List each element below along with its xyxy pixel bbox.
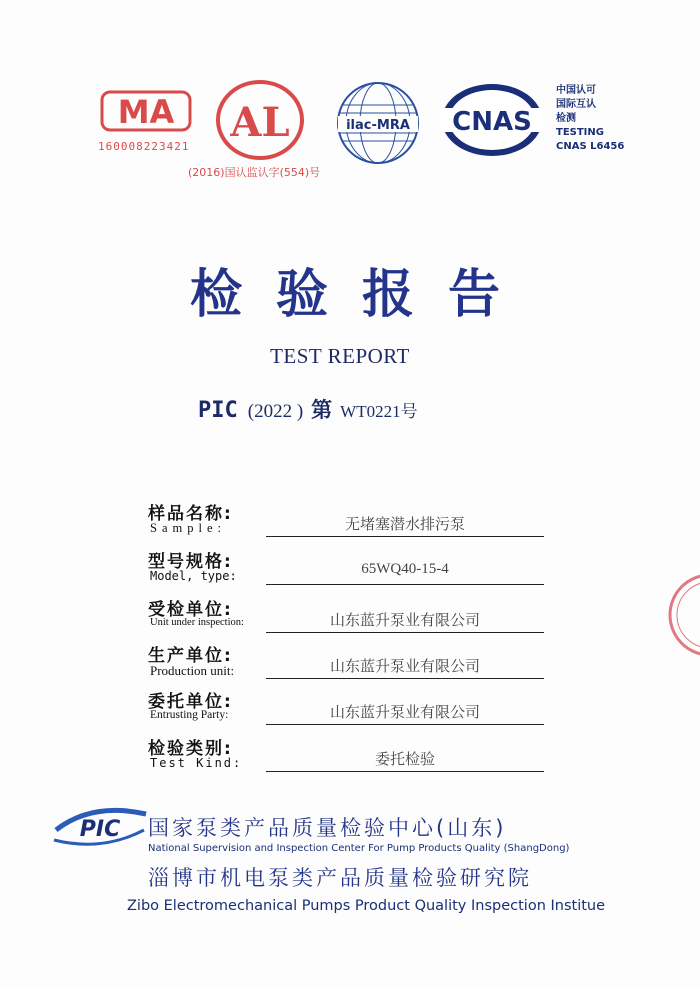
cma-logo <box>96 88 196 142</box>
cma-number: 160008223421 <box>98 140 190 153</box>
svg-text:CNAS: CNAS <box>452 107 532 137</box>
field-value: 委托检验 <box>374 750 435 768</box>
cnas-accreditation-text: 中国认可 国际互认 检测 TESTING CNAS L6456 <box>556 85 625 152</box>
pic-logo <box>52 800 148 856</box>
field-underline <box>266 678 544 679</box>
field-label-cn: 受检单位: <box>148 600 233 620</box>
center-name-cn: 国家泵类产品质量检验中心(山东) <box>148 816 507 840</box>
field-test-kind <box>148 734 548 778</box>
field-sample <box>148 499 548 543</box>
field-label-en: Production unit: <box>150 663 235 678</box>
field-entrusting-party <box>148 687 548 731</box>
field-label-en: Entrusting Party: <box>150 709 229 721</box>
field-label-cn: 生产单位: <box>148 646 233 666</box>
institute-name-cn: 淄博市机电泵类产品质量检验研究院 <box>148 866 532 890</box>
field-underline <box>266 584 544 585</box>
red-seal-partial <box>664 570 700 664</box>
report-prefix: PIC <box>198 398 238 423</box>
field-value: 山东蓝升泵业有限公司 <box>329 611 480 629</box>
field-value: 山东蓝升泵业有限公司 <box>329 703 480 721</box>
field-production-unit <box>148 641 548 685</box>
report-di: 第 <box>311 398 333 422</box>
field-underline <box>266 632 544 633</box>
svg-text:PIC: PIC <box>79 817 121 842</box>
ilac-mra-logo <box>332 80 424 170</box>
field-label-cn: 型号规格: <box>148 552 233 572</box>
field-underline <box>266 724 544 725</box>
field-underline <box>266 771 544 772</box>
svg-text:MA: MA <box>117 93 175 131</box>
report-title-cn: 检验报告 <box>189 265 534 325</box>
field-unit-under-inspection <box>148 595 548 639</box>
svg-text:AL: AL <box>230 99 290 146</box>
cnas-logo <box>438 80 546 164</box>
field-value: 无堵塞潜水排污泵 <box>344 515 465 533</box>
center-name-en: National Supervision and Inspection Center For Pump Products Quality (ShangDong) <box>148 843 570 854</box>
field-model-type <box>148 547 548 591</box>
field-label-cn: 委托单位: <box>148 692 233 712</box>
cal-logo <box>214 78 306 166</box>
report-code: WT0221号 <box>340 402 418 421</box>
field-value: 65WQ40-15-4 <box>361 561 449 577</box>
field-label-cn: 检验类别: <box>148 739 233 759</box>
svg-text:ilac-MRA: ilac-MRA <box>346 118 410 133</box>
field-label-en: Sample: <box>150 521 226 535</box>
institute-name-en: Zibo Electromechanical Pumps Product Quality Inspection Institue <box>127 898 606 914</box>
field-label-en: Model, type: <box>150 569 237 583</box>
report-year: (2022 ) <box>247 401 304 422</box>
cal-number: (2016)国认监认字(554)号 <box>188 166 321 179</box>
report-number <box>198 394 418 424</box>
field-value: 山东蓝升泵业有限公司 <box>329 657 480 675</box>
field-label-cn: 样品名称: <box>148 504 233 524</box>
report-title-en: TEST REPORT <box>270 344 410 368</box>
field-underline <box>266 536 544 537</box>
field-label-en: Unit under inspection: <box>150 617 244 628</box>
field-label-en: Test Kind: <box>150 756 243 770</box>
